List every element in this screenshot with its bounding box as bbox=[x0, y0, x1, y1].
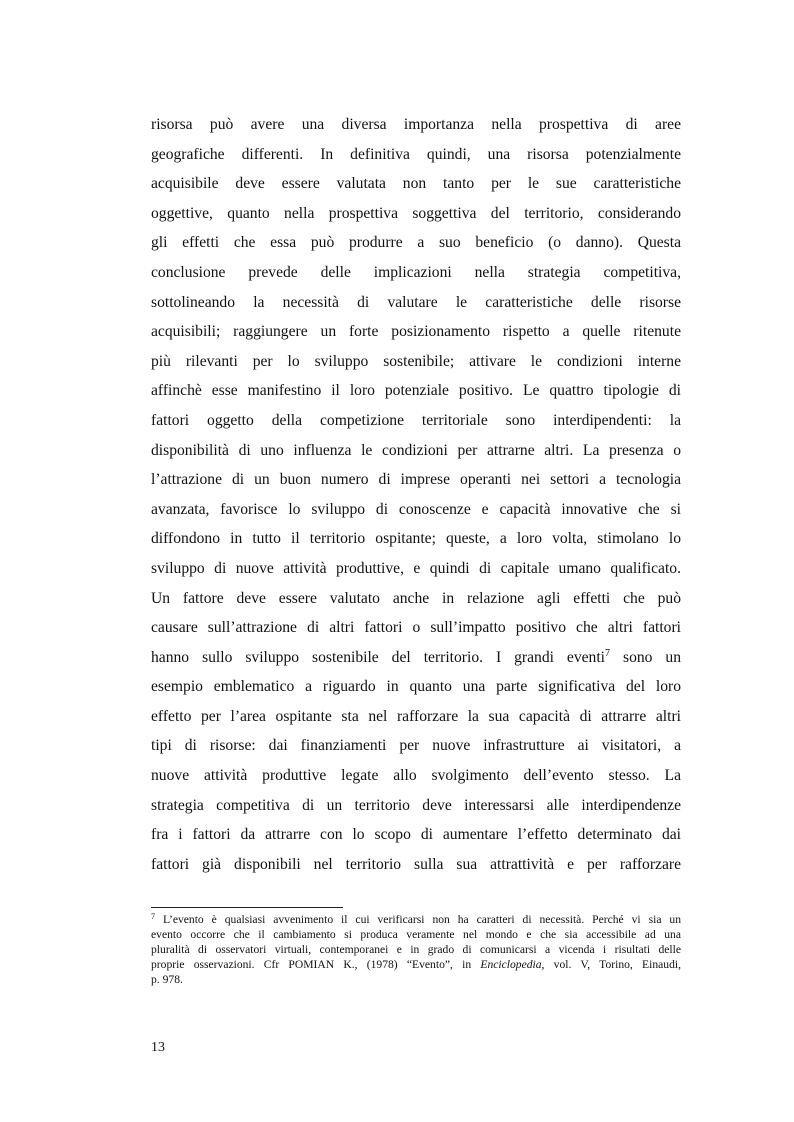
footnote-line: pluralità di osservatori virtuali, contemporanei e in grado di comunicarsi a vicenda i risultati delle bbox=[151, 942, 681, 956]
text-segment: sono un bbox=[623, 648, 682, 666]
text-line: più rilevanti per lo sviluppo sostenibile; attivare le condizioni interne bbox=[151, 352, 681, 370]
text-line: effetto per l’area ospitante sta nel rafforzare la sua capacità di attrarre altri bbox=[151, 707, 681, 725]
text-line: Un fattore deve essere valutato anche in relazione agli effetti che può bbox=[151, 589, 681, 607]
text-segment: hanno sullo sviluppo sostenibile del territorio. I grandi eventi bbox=[151, 648, 606, 666]
text-segment: L’evento è qualsiasi avvenimento il cui verificarsi non ha caratteri di necessità. Perché vi sia un bbox=[162, 913, 681, 926]
page-number: 13 bbox=[151, 1040, 165, 1055]
text-line: sottolineando la necessità di valutare le caratteristiche delle risorse bbox=[151, 293, 681, 311]
text-line: fattori già disponibili nel territorio sulla sua attrattività e per rafforzare bbox=[151, 855, 681, 873]
text-line: acquisibili; raggiungere un forte posizionamento rispetto a quelle ritenute bbox=[151, 323, 681, 341]
text-line: diffondono in tutto il territorio ospitante; queste, a loro volta, stimolano lo bbox=[151, 530, 681, 548]
text-line: disponibilità di uno influenza le condizioni per attrarne altri. La presenza o bbox=[151, 441, 681, 459]
text-line: oggettive, quanto nella prospettiva soggettiva del territorio, considerando bbox=[151, 204, 681, 222]
text-line: geografiche differenti. In definitiva quindi, una risorsa potenzialmente bbox=[151, 145, 681, 163]
text-line: strategia competitiva di un territorio deve interessarsi alle interdipendenze bbox=[151, 796, 681, 814]
text-segment: vol. V, Torino, Einaudi, bbox=[553, 957, 681, 971]
text-line: conclusione prevede delle implicazioni nella strategia competitiva, bbox=[151, 263, 681, 281]
text-line: gli effetti che essa può produrre a suo beneficio (o danno). Questa bbox=[151, 234, 681, 252]
italic-title: Enciclopedia, bbox=[480, 957, 545, 971]
footnote-separator bbox=[151, 907, 343, 908]
text-line: sviluppo di nuove attività produttive, e quindi di capitale umano qualificato. bbox=[151, 559, 681, 577]
text-line: tipi di risorse: dai finanziamenti per nuove infrastrutture ai visitatori, a bbox=[151, 737, 681, 755]
text-line: l’attrazione di un buon numero di imprese operanti nei settori a tecnologia bbox=[151, 471, 681, 489]
text-line: fra i fattori da attrarre con lo scopo di aumentare l’effetto determinato dai bbox=[151, 826, 681, 844]
footnote bbox=[151, 913, 681, 988]
footnote-line: evento occorre che il cambiamento si produca veramente nel mondo e che sia accessibile ad una bbox=[151, 927, 681, 941]
text-line: causare sull’attrazione di altri fattori o sull’impatto positivo che altri fattori bbox=[151, 619, 681, 637]
footnote-line: p. 978. bbox=[151, 972, 183, 986]
text-line: affinchè esse manifestino il loro potenziale positivo. Le quattro tipologie di bbox=[151, 382, 681, 400]
text-line: avanzata, favorisce lo sviluppo di conoscenze e capacità innovative che si bbox=[151, 500, 681, 518]
footnote-line bbox=[151, 958, 681, 973]
footnote-marker: 7 bbox=[151, 912, 155, 921]
text-line: esempio emblematico a riguardo in quanto una parte significativa del loro bbox=[151, 678, 681, 696]
text-line: fattori oggetto della competizione territoriale sono interdipendenti: la bbox=[151, 411, 681, 429]
text-line: nuove attività produttive legate allo svolgimento dell’evento stesso. La bbox=[151, 767, 681, 785]
footnote-reference[interactable]: 7 bbox=[605, 647, 611, 659]
body-text bbox=[151, 110, 681, 879]
text-line-with-footnote bbox=[151, 643, 681, 673]
text-line: acquisibile deve essere valutata non tanto per le sue caratteristiche bbox=[151, 175, 681, 193]
text-line: risorsa può avere una diversa importanza nella prospettiva di aree bbox=[151, 116, 681, 133]
text-segment: proprie osservazioni. Cfr POMIAN K., (1978) “Evento”, in bbox=[151, 957, 472, 971]
footnote-line bbox=[151, 913, 681, 928]
